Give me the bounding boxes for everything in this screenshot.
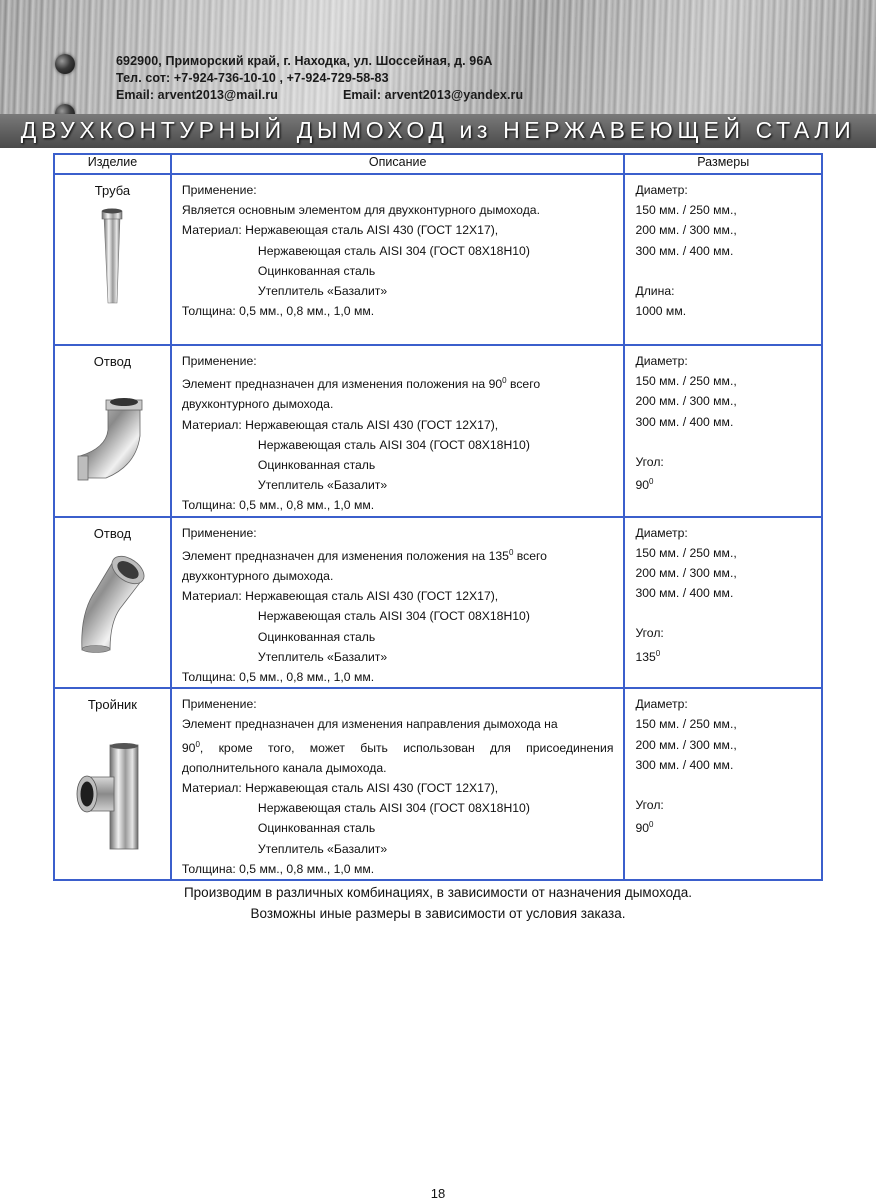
angle-label: Угол:	[635, 626, 664, 641]
diameter-value: 200 мм. / 300 мм.,	[635, 737, 737, 752]
thickness-line: Толщина: 0,5 мм., 0,8 мм., 1,0 мм.	[181, 861, 375, 876]
sizes-cell	[624, 345, 822, 517]
item-cell	[54, 345, 171, 517]
table-row	[54, 345, 822, 517]
description-line: двухконтурного дымохода.	[181, 397, 334, 412]
degree-sup: 0	[502, 376, 507, 386]
angle-number: 90	[635, 478, 649, 493]
material-line: Нержавеющая сталь AISI 304 (ГОСТ 08Х18Н10)	[257, 609, 530, 624]
description-line	[182, 543, 614, 566]
length-label: Длина:	[635, 283, 675, 298]
diameter-value: 300 мм. / 400 мм.	[635, 586, 734, 601]
degree-sup: 0	[649, 820, 654, 830]
material-line: Утеплитель «Базалит»	[257, 649, 388, 664]
description-line: Применение:	[181, 697, 257, 712]
angle-number: 90	[635, 821, 649, 836]
description-line: двухконтурного дымохода.	[181, 569, 334, 584]
description-cell	[171, 688, 625, 880]
description-line: Применение:	[181, 354, 257, 368]
angle-value	[635, 815, 821, 838]
diameter-value: 150 мм. / 250 мм.,	[635, 545, 737, 560]
email-2: Email: arvent2013@yandex.ru	[343, 88, 524, 102]
description-text: всего	[513, 548, 547, 563]
item-name: Труба	[94, 183, 131, 198]
material-line: Материал: Нержавеющая сталь AISI 430 (ГОСТ 12Х17),	[181, 589, 499, 604]
item-name: Отвод	[93, 354, 132, 369]
header-item: Изделие	[54, 154, 171, 174]
diameter-label: Диаметр:	[635, 183, 688, 197]
pipe-icon	[92, 207, 132, 307]
description-line: Является основным элементом для двухконтурного дымохода.	[181, 203, 540, 218]
diameter-value: 200 мм. / 300 мм.,	[635, 223, 737, 238]
sizes-cell	[624, 517, 822, 689]
address: 692900, Приморский край, г. Находка, ул. Шоссейная, д. 96А	[116, 54, 493, 68]
material-line: Оцинкованная сталь	[257, 263, 376, 278]
description-cell	[171, 174, 625, 345]
description-line: Элемент предназначен для изменения направления дымохода на	[181, 717, 558, 732]
page-number: 18	[430, 1186, 446, 1201]
item-name: Отвод	[93, 525, 132, 541]
diameter-value: 150 мм. / 250 мм.,	[635, 374, 737, 389]
material-line: Нержавеющая сталь AISI 304 (ГОСТ 08Х18Н10)	[257, 243, 530, 258]
diameter-value: 300 мм. / 400 мм.	[635, 757, 734, 772]
material-line: Оцинкованная сталь	[257, 629, 376, 644]
item-cell	[54, 688, 171, 880]
diameter-value: 150 мм. / 250 мм.,	[635, 717, 737, 732]
description-line	[182, 735, 614, 778]
diameter-label: Диаметр:	[635, 525, 688, 540]
angle-label: Угол:	[635, 454, 664, 469]
tee-icon	[72, 743, 152, 853]
header-sizes: Размеры	[624, 154, 822, 174]
material-line: Материал: Нержавеющая сталь AISI 430 (ГОСТ 12Х17),	[181, 781, 499, 796]
item-cell	[54, 174, 171, 345]
footer-note-1: Производим в различных комбинациях, в зависимости от назначения дымохода.	[183, 885, 693, 900]
diameter-label: Диаметр:	[635, 697, 688, 712]
material-line: Утеплитель «Базалит»	[257, 284, 388, 299]
table-row	[54, 688, 822, 880]
product-table	[53, 153, 823, 881]
degree-sup: 0	[195, 739, 200, 749]
elbow-135-icon	[70, 550, 154, 654]
degree-sup: 0	[655, 648, 661, 658]
header-banner	[0, 0, 876, 148]
material-line: Нержавеющая сталь AISI 304 (ГОСТ 08Х18Н10)	[257, 801, 530, 816]
angle-label: Угол:	[635, 798, 664, 813]
description-text: , кроме того, может быть использован для присоединения дополнительного канала дымохода.	[181, 740, 614, 775]
elbow-90-icon	[70, 396, 154, 486]
material-line: Нержавеющая сталь AISI 304 (ГОСТ 08Х18Н10)	[257, 437, 530, 452]
material-line: Оцинкованная сталь	[257, 821, 376, 836]
angle-value	[635, 644, 821, 667]
description-text: всего	[506, 377, 541, 392]
degree-sup: 0	[508, 547, 514, 557]
material-line: Материал: Нержавеющая сталь AISI 430 (ГОСТ 12Х17),	[181, 223, 499, 238]
sizes-cell	[624, 688, 822, 880]
angle-value	[635, 472, 821, 495]
diameter-value: 200 мм. / 300 мм.,	[635, 566, 737, 581]
degree-sup: 0	[649, 477, 654, 487]
material-line: Оцинкованная сталь	[257, 458, 376, 473]
description-text: Элемент предназначен для изменения положения на 135	[181, 548, 509, 563]
material-line: Утеплитель «Базалит»	[257, 841, 388, 856]
description-line	[182, 371, 614, 394]
item-name: Тройник	[87, 697, 137, 713]
material-line: Утеплитель «Базалит»	[257, 478, 388, 493]
description-line: Применение:	[181, 525, 257, 540]
description-text: Элемент предназначен для изменения положения на 90	[181, 377, 503, 392]
footer-note-2: Возможны иные размеры в зависимости от условия заказа.	[250, 906, 626, 921]
table-header-row	[54, 154, 822, 174]
phone: Тел. сот: +7-924-736-10-10 , +7-924-729-58-83	[116, 71, 389, 85]
diameter-value: 200 мм. / 300 мм.,	[635, 394, 737, 409]
thickness-line: Толщина: 0,5 мм., 0,8 мм., 1,0 мм.	[181, 670, 375, 685]
diameter-value: 300 мм. / 400 мм.	[635, 243, 734, 258]
sizes-cell	[624, 174, 822, 345]
description-cell	[171, 517, 625, 689]
thickness-line: Толщина: 0,5 мм., 0,8 мм., 1,0 мм.	[181, 304, 375, 319]
table-row	[54, 174, 822, 345]
description-cell	[171, 345, 625, 517]
page-title: ДВУХКОНТУРНЫЙ ДЫМОХОД из НЕРЖАВЕЮЩЕЙ СТАЛИ	[20, 117, 856, 143]
email-1: Email: arvent2013@mail.ru	[116, 88, 278, 102]
item-cell	[54, 517, 171, 689]
description-line: Применение:	[181, 183, 257, 197]
angle-number: 135	[635, 649, 656, 664]
description-text: 90	[181, 740, 196, 755]
table-row	[54, 517, 822, 689]
header-description: Описание	[171, 154, 625, 174]
material-line: Материал: Нержавеющая сталь AISI 430 (ГОСТ 12Х17),	[181, 417, 499, 432]
diameter-label: Диаметр:	[635, 354, 688, 368]
bolt-icon	[55, 54, 75, 74]
thickness-line: Толщина: 0,5 мм., 0,8 мм., 1,0 мм.	[181, 498, 375, 513]
length-value: 1000 мм.	[635, 304, 687, 319]
diameter-value: 300 мм. / 400 мм.	[635, 414, 734, 429]
diameter-value: 150 мм. / 250 мм.,	[635, 203, 737, 218]
